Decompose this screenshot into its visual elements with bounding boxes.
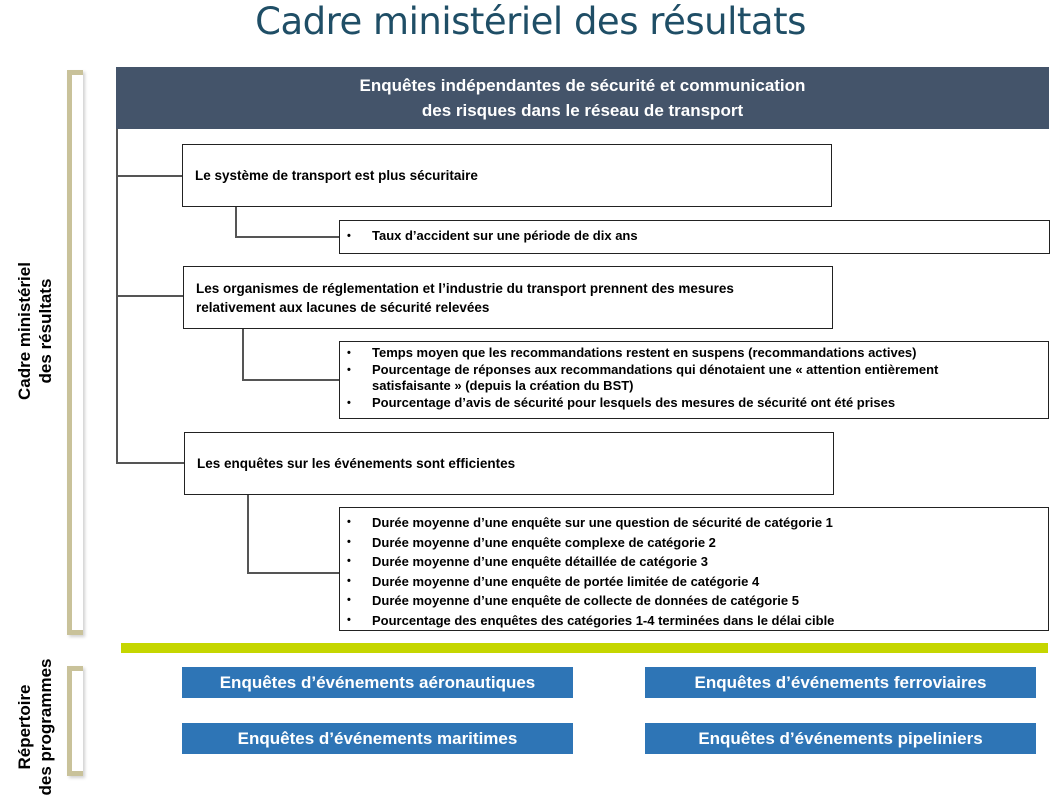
indicator-item: • Durée moyenne d’une enquête détaillée de catégorie 3 [372,552,1048,572]
inventory-bracket [67,666,83,776]
result-label-1: Le système de transport est plus sécuritaire [195,168,478,183]
indicator-box-2 [339,341,1049,419]
program-aviation [182,667,573,698]
connector-result-3 [116,462,184,464]
program-rail [645,667,1036,698]
inventory-side-label-line1: Répertoire [15,684,34,770]
indicator-item: • Durée moyenne d’une enquête complexe de catégorie 2 [372,533,1048,553]
inventory-side-label-line2: des programmes [36,658,55,796]
indicator-item: • Pourcentage des enquêtes des catégories 1-4 terminées dans le délai cible [372,611,1048,631]
indicator-item: • Durée moyenne d’une enquête sur une question de sécurité de catégorie 1 [372,513,1048,533]
indicator-item: • Pourcentage de réponses aux recommandations qui dénotaient une « attention entièrement satisfaisante » (depuis la création du BST) [372,362,988,395]
framework-bracket [67,70,83,635]
result-label-2-line2: relativement aux lacunes de sécurité relevées [196,299,490,315]
program-marine-label: Enquêtes d’événements maritimes [237,728,518,748]
result-label-2-line1: Les organismes de réglementation et l’industrie du transport prennent des mesures [196,280,734,296]
connector-indicators-1-v [235,207,237,237]
core-responsibility-line2: des risques dans le réseau de transport [421,101,744,120]
result-label-3: Les enquêtes sur les événements sont efficientes [197,456,516,471]
program-marine [182,723,573,754]
indicator-item: • Taux d’accident sur une période de dix ans [372,228,1049,245]
section-divider [121,643,1048,653]
indicator-box-3 [339,507,1049,631]
program-pipeline-label: Enquêtes d’événements pipeliniers [698,728,983,748]
core-responsibility-header [116,67,1049,129]
program-pipeline [645,723,1036,754]
connector-indicators-3-v [247,495,249,573]
indicator-item: • Pourcentage d’avis de sécurité pour lesquels des mesures de sécurité ont été prises [372,395,988,412]
indicator-item: • Temps moyen que les recommandations restent en suspens (recommandations actives) [372,345,988,362]
result-box-2 [183,266,833,329]
indicator-item: • Durée moyenne d’une enquête de collecte de données de catégorie 5 [372,591,1048,611]
connector-indicators-1-h [235,236,339,238]
connector-result-2 [116,295,183,297]
framework-side-label-line1: Cadre ministériel [15,262,34,400]
indicator-item: • Durée moyenne d’une enquête de portée limitée de catégorie 4 [372,572,1048,592]
program-aviation-label: Enquêtes d’événements aéronautiques [219,672,536,692]
program-rail-label: Enquêtes d’événements ferroviaires [694,672,987,692]
connector-indicators-2-h [242,379,339,381]
framework-side-label [14,241,56,421]
result-box-3 [184,432,834,495]
result-box-1 [182,144,832,207]
framework-side-label-line2: des résultats [36,278,55,384]
core-responsibility-line1: Enquêtes indépendantes de sécurité et communication [359,76,806,95]
inventory-side-label [14,657,56,797]
page-title: Cadre ministériel des résultats [255,0,806,43]
connector-result-1 [116,175,182,177]
connector-indicators-2-v [242,329,244,380]
connector-indicators-3-h [247,572,339,574]
indicator-box-1 [339,220,1050,254]
